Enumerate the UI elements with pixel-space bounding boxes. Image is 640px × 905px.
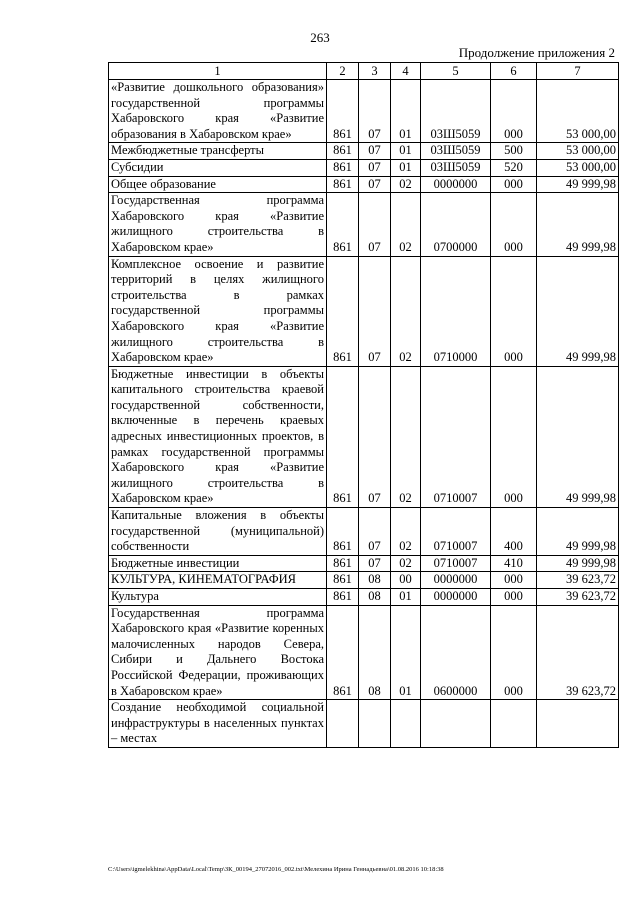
amount-cell: 39 623,72 [537,589,619,606]
amount-cell: 39 623,72 [537,572,619,589]
row-name-cell: Межбюджетные трансферты [109,143,327,160]
subsection-code-cell: 02 [391,508,421,556]
subsection-code-cell [391,700,421,748]
expense-type-cell: 500 [491,143,537,160]
subsection-code-cell: 01 [391,80,421,143]
header-cell: 3 [359,63,391,80]
expense-type-cell: 000 [491,572,537,589]
header-cell: 2 [327,63,359,80]
ministry-code-cell: 861 [327,159,359,176]
table-row [109,193,619,256]
appendix-continuation-label: Продолжение приложения 2 [458,45,615,60]
ministry-code-cell: 861 [327,589,359,606]
target-article-cell: 03Ш5059 [421,143,491,160]
header-cell: 1 [109,63,327,80]
section-code-cell: 07 [359,176,391,193]
expense-type-cell: 400 [491,508,537,556]
expense-type-cell: 000 [491,80,537,143]
table-row [109,176,619,193]
row-name-cell: Комплексное освоение и развитие территорий в целях жилищного строительства в рамках государственной программы Хабаровского края «Развитие жилищного строительства в Хабаровском крае» [109,256,327,366]
section-code-cell: 07 [359,80,391,143]
expense-type-cell: 000 [491,605,537,700]
expense-type-cell: 000 [491,256,537,366]
row-name-cell: Бюджетные инвестиции в объекты капитального строительства краевой государственной собственности, включенные в перечень краевых адресных инвестиционных проектов, в рамках государственной программы Хабаровского края «Развитие жилищного строительства в Хабаровском крае» [109,366,327,507]
subsection-code-cell: 02 [391,176,421,193]
row-name-cell: Создание необходимой социальной инфраструктуры в населенных пунктах – местах [109,700,327,748]
table-row [109,589,619,606]
expense-type-cell: 000 [491,176,537,193]
amount-cell: 53 000,00 [537,159,619,176]
section-code-cell: 07 [359,366,391,507]
header-cell: 7 [537,63,619,80]
subsection-code-cell: 00 [391,572,421,589]
amount-cell: 49 999,98 [537,555,619,572]
ministry-code-cell: 861 [327,143,359,160]
subsection-code-cell: 02 [391,366,421,507]
ministry-code-cell: 861 [327,80,359,143]
amount-cell: 49 999,98 [537,193,619,256]
amount-cell: 49 999,98 [537,366,619,507]
expense-type-cell [491,700,537,748]
section-code-cell: 07 [359,193,391,256]
amount-cell: 49 999,98 [537,256,619,366]
ministry-code-cell: 861 [327,176,359,193]
expense-type-cell: 000 [491,366,537,507]
subsection-code-cell: 02 [391,555,421,572]
amount-cell: 53 000,00 [537,143,619,160]
amount-cell: 49 999,98 [537,508,619,556]
section-code-cell: 07 [359,159,391,176]
row-name-cell: Государственная программа Хабаровского края «Развитие жилищного строительства в Хабаровском крае» [109,193,327,256]
row-name-cell: Капитальные вложения в объекты государственной (муниципальной) собственности [109,508,327,556]
header-cell: 5 [421,63,491,80]
expense-type-cell: 520 [491,159,537,176]
ministry-code-cell: 861 [327,366,359,507]
table-row [109,80,619,143]
amount-cell [537,700,619,748]
row-name-cell: Общее образование [109,176,327,193]
subsection-code-cell: 01 [391,159,421,176]
header-cell: 6 [491,63,537,80]
subsection-code-cell: 01 [391,605,421,700]
table-row [109,256,619,366]
row-name-cell: «Развитие дошкольного образования» государственной программы Хабаровского края «Развитие образования в Хабаровском крае» [109,80,327,143]
target-article-cell: 03Ш5059 [421,80,491,143]
table-row [109,605,619,700]
ministry-code-cell: 861 [327,508,359,556]
section-code-cell: 07 [359,256,391,366]
amount-cell: 53 000,00 [537,80,619,143]
subsection-code-cell: 01 [391,143,421,160]
target-article-cell: 0000000 [421,589,491,606]
ministry-code-cell: 861 [327,555,359,572]
header-cell: 4 [391,63,421,80]
target-article-cell: 03Ш5059 [421,159,491,176]
ministry-code-cell: 861 [327,605,359,700]
section-code-cell: 07 [359,508,391,556]
target-article-cell: 0700000 [421,193,491,256]
row-name-cell: КУЛЬТУРА, КИНЕМАТОГРАФИЯ [109,572,327,589]
table-row [109,508,619,556]
table-row [109,572,619,589]
row-name-cell: Субсидии [109,159,327,176]
table-header-row [109,63,619,80]
table-row [109,555,619,572]
table-row [109,366,619,507]
page-number: 263 [310,30,330,45]
table-row [109,700,619,748]
amount-cell: 49 999,98 [537,176,619,193]
subsection-code-cell: 02 [391,193,421,256]
expense-type-cell: 000 [491,193,537,256]
section-code-cell: 08 [359,605,391,700]
target-article-cell: 0600000 [421,605,491,700]
target-article-cell: 0710007 [421,366,491,507]
section-code-cell: 07 [359,143,391,160]
budget-table [108,62,619,748]
target-article-cell: 0710007 [421,555,491,572]
file-path-footer: C:\Users\igmelekhina\AppData\Local\Temp\ЗК_00194_27072016_002.txt\Мелехина Ирина Геннадьевна\01.08.2016 10:18:38 [108,866,444,873]
target-article-cell: 0710007 [421,508,491,556]
row-name-cell: Культура [109,589,327,606]
target-article-cell: 0000000 [421,572,491,589]
ministry-code-cell [327,700,359,748]
expense-type-cell: 410 [491,555,537,572]
table-row [109,159,619,176]
section-code-cell: 08 [359,572,391,589]
subsection-code-cell: 02 [391,256,421,366]
expense-type-cell: 000 [491,589,537,606]
row-name-cell: Бюджетные инвестиции [109,555,327,572]
ministry-code-cell: 861 [327,256,359,366]
target-article-cell: 0710000 [421,256,491,366]
target-article-cell: 0000000 [421,176,491,193]
ministry-code-cell: 861 [327,572,359,589]
amount-cell: 39 623,72 [537,605,619,700]
section-code-cell: 07 [359,555,391,572]
target-article-cell [421,700,491,748]
section-code-cell [359,700,391,748]
row-name-cell: Государственная программа Хабаровского края «Развитие коренных малочисленных народов Севера, Сибири и Дальнего Востока Российской Федерации, проживающих в Хабаровском крае» [109,605,327,700]
section-code-cell: 08 [359,589,391,606]
subsection-code-cell: 01 [391,589,421,606]
ministry-code-cell: 861 [327,193,359,256]
table-row [109,143,619,160]
